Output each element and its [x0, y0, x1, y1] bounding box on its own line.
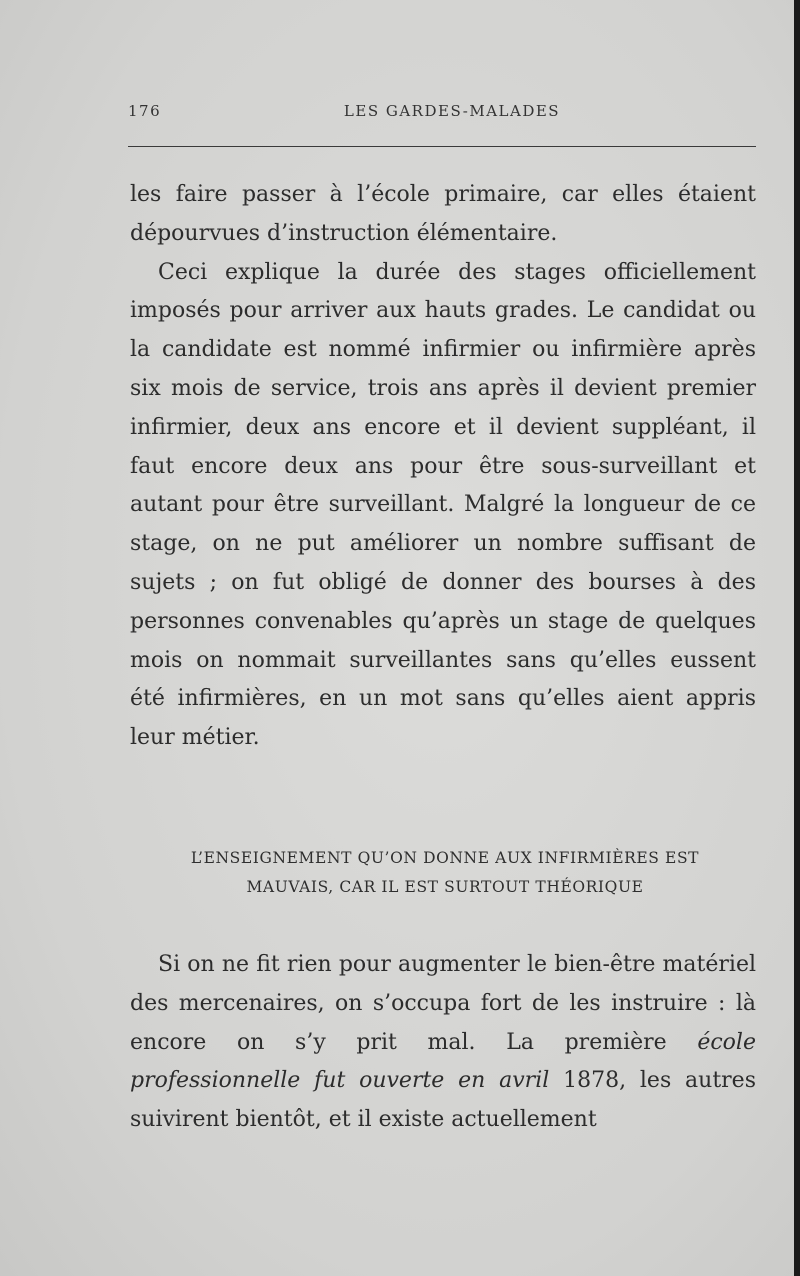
- section-heading-line-1: L’ENSEIGNEMENT QU’ON DONNE AUX INFIRMIÈRES EST: [190, 849, 700, 867]
- paragraph-continuation: les faire passer à l’école primaire, car elles étaient dépourvues d’instruction élémentaire.: [130, 182, 756, 246]
- header-rule: [128, 146, 756, 147]
- section-heading-line-2: MAUVAIS, CAR IL EST SURTOUT THÉORIQUE: [246, 878, 644, 896]
- paragraph-text-end: 1878, les autres suivirent bientôt, et il existe actuellement: [130, 1068, 756, 1133]
- italic-phrase: école professionnelle fut ouverte en avril: [130, 1029, 756, 1094]
- section-heading: [150, 844, 740, 902]
- paragraph-stages: Ceci explique la durée des stages officiellement imposés pour arriver aux hauts grades. Le candidat ou la candidate est nommé infirmier ou infirmière après six mois de service, trois ans après il devient premier infirmier, deux ans encore et il devient suppléant, il faut encore deux ans pour être sous-surveillant et autant pour être surveillant. Malgré la longueur de ce stage, on ne put améliorer un nombre suffisant de sujets ; on fut obligé de donner des bourses à des personnes convenables qu’après un stage de quelques mois on nommait surveillantes sans qu’elles eussent été infirmières, en un mot sans qu’elles aient appris leur métier.: [130, 259, 756, 751]
- paragraph-instruction: [130, 946, 756, 1140]
- page-number: 176: [128, 102, 162, 120]
- running-title: LES GARDES-MALADES: [343, 102, 561, 120]
- text-block-top: [130, 176, 756, 758]
- text-block-bottom: [130, 946, 756, 1140]
- page-header: [128, 102, 756, 126]
- paragraph-text-start: Si on ne fit rien pour augmenter le bien-être matériel des mercenaires, on s’occupa fort de les instruire : là encore on s’y prit mal. La première: [130, 952, 756, 1055]
